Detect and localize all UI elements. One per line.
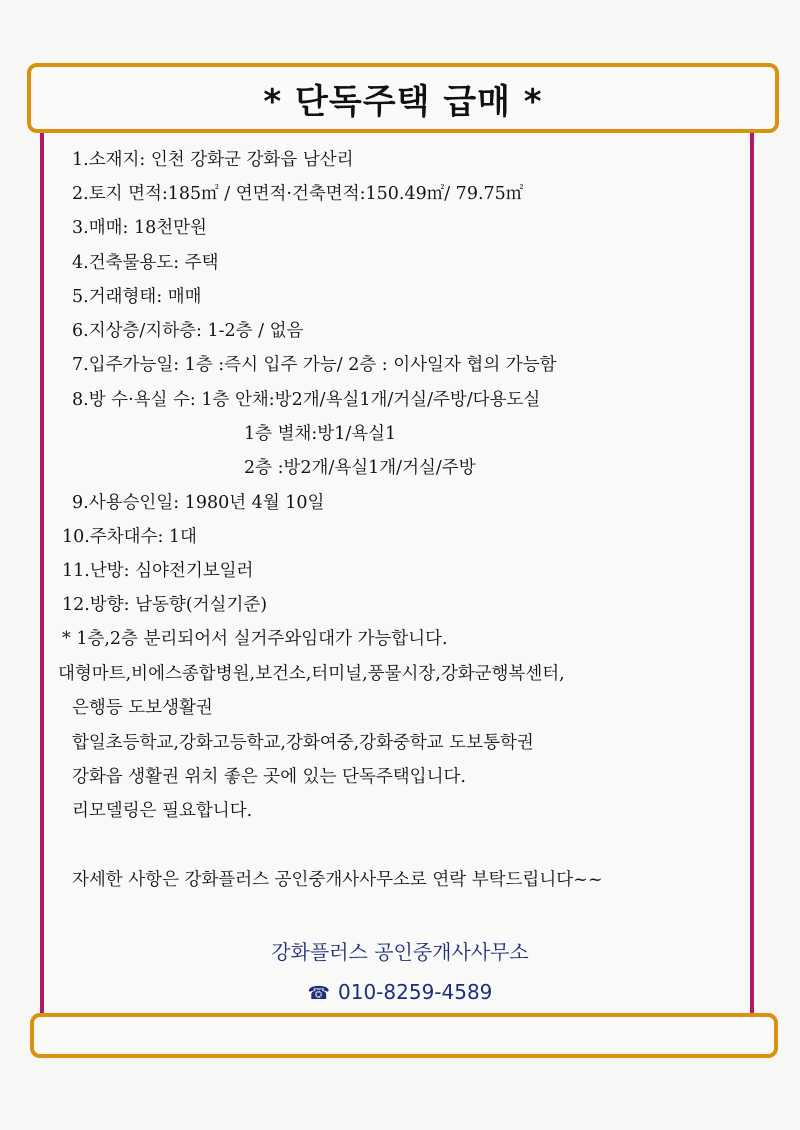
listing-parking: 10.주차대수: 1대 — [62, 527, 197, 547]
bottom-banner — [30, 1013, 778, 1058]
title-banner — [27, 63, 779, 133]
listing-rooms: 8.방 수·욕실 수: 1층 안채:방2개/욕실1개/거실/주방/다용도실 — [72, 390, 541, 410]
listing-heating: 11.난방: 심야전기보일러 — [62, 561, 254, 581]
listing-approval-date: 9.사용승인일: 1980년 4월 10일 — [72, 493, 325, 513]
note-remodel: 리모델링은 필요합니다. — [72, 801, 253, 821]
phone-number[interactable]: 010-8259-4589 — [338, 980, 493, 1004]
office-name: 강화플러스 공인중개사사무소 — [271, 940, 529, 964]
listing-area: 2.토지 면적:185㎡ / 연면적·건축면적:150.49㎡/ 79.75㎡ — [72, 184, 524, 204]
listing-location: 1.소재지: 인천 강화군 강화읍 남산리 — [72, 150, 354, 170]
listing-usage: 4.건축물용도: 주택 — [72, 253, 219, 273]
note-amenities: 대형마트,비에스종합병원,보건소,터미널,풍물시장,강화군행복센터, — [58, 664, 565, 684]
listing-direction: 12.방향: 남동향(거실기준) — [62, 595, 268, 615]
listing-rooms-annex: 1층 별채:방1/욕실1 — [244, 424, 397, 444]
note-walkable: 은행등 도보생활권 — [72, 698, 213, 718]
office-phone[interactable] — [0, 978, 800, 1008]
phone-icon: ☎ — [307, 983, 330, 1004]
note-contact: 자세한 사항은 강화플러스 공인중개사사무소로 연락 부탁드립니다~~ — [72, 870, 603, 890]
page-title: * 단독주택 급매 * — [263, 81, 543, 122]
note-location: 강화읍 생활권 위치 좋은 곳에 있는 단독주택입니다. — [72, 767, 466, 787]
note-separate-floors: * 1층,2층 분리되어서 실거주와임대가 가능합니다. — [62, 629, 448, 649]
listing-move-in: 7.입주가능일: 1층 :즉시 입주 가능/ 2층 : 이사일자 협의 가능함 — [72, 355, 557, 375]
note-schools: 합일초등학교,강화고등학교,강화여중,강화중학교 도보통학권 — [72, 733, 534, 753]
listing-deal-type: 5.거래형태: 매매 — [72, 287, 202, 307]
listing-rooms-2f: 2층 :방2개/욕실1개/거실/주방 — [244, 458, 476, 478]
listing-price: 3.매매: 18천만원 — [72, 218, 207, 238]
listing-floors: 6.지상층/지하층: 1-2층 / 없음 — [72, 321, 304, 341]
